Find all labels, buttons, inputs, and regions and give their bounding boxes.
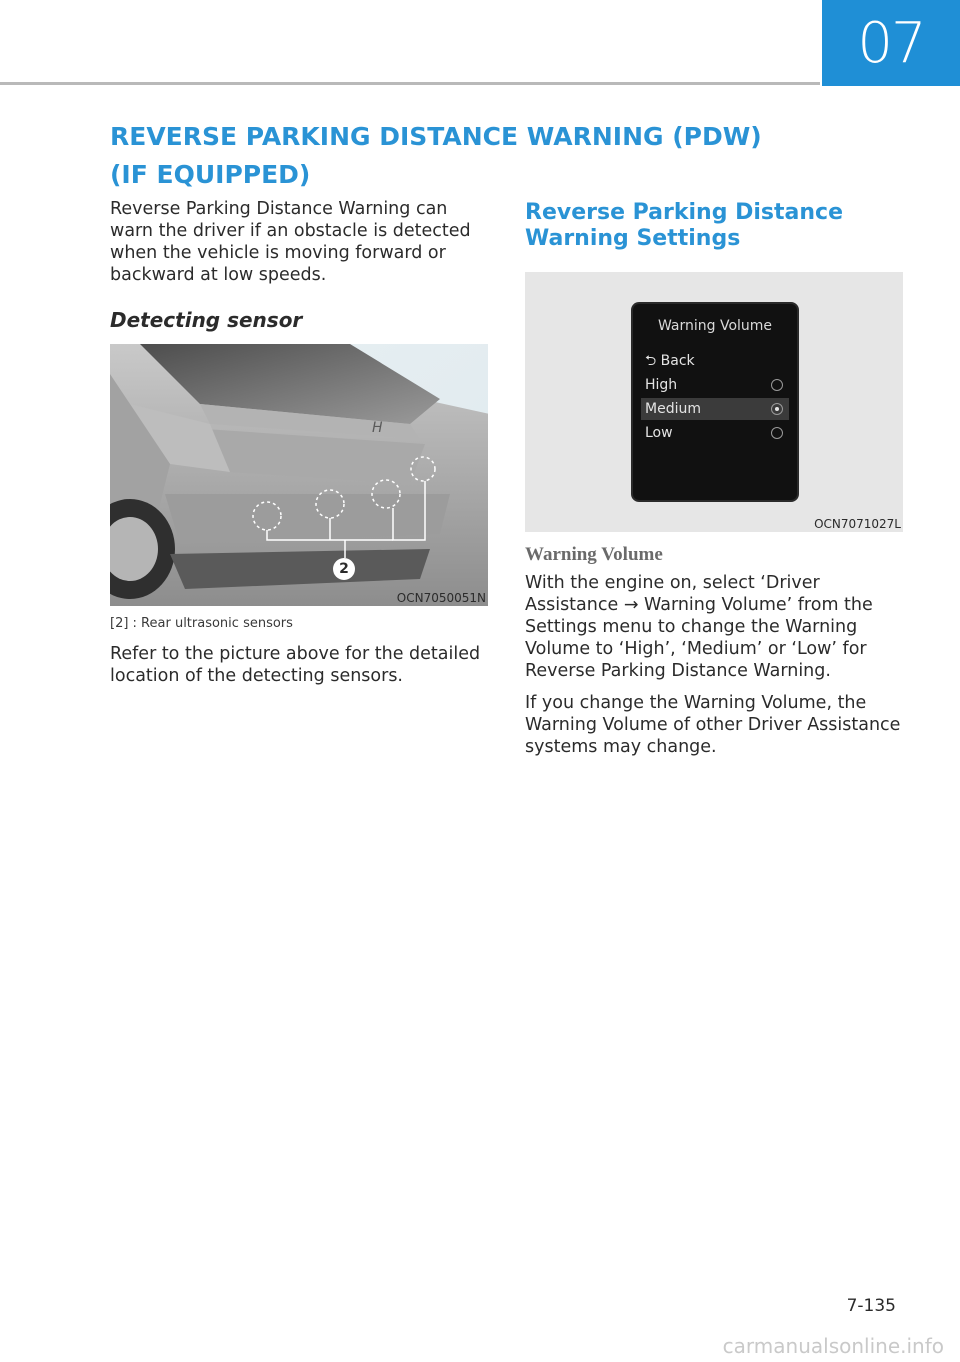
option-label: Low <box>645 425 673 441</box>
radio-off-icon <box>771 379 783 391</box>
sensor-callout-badge: 2 <box>333 558 355 580</box>
option-medium <box>641 398 789 420</box>
option-high <box>641 374 789 396</box>
cluster-screen <box>631 302 799 502</box>
back-label: Back <box>660 353 695 369</box>
settings-heading: Reverse Parking Distance Warning Settings <box>525 200 844 251</box>
detecting-sensor-heading: Detecting sensor <box>110 308 303 332</box>
option-low <box>641 422 789 444</box>
volume-paragraph-2: If you change the Warning Volume, the Warning Volume of other Driver Assistance systems may change. <box>525 693 901 757</box>
section-title-line1: REVERSE PARKING DISTANCE WARNING (PDW) <box>110 122 762 151</box>
screen-title: Warning Volume <box>657 318 773 334</box>
figure-code: OCN7071027L <box>814 517 901 531</box>
chapter-tab: 07 <box>822 0 960 86</box>
car-rear-illustration <box>110 344 488 606</box>
figure-caption: [2] : Rear ultrasonic sensors <box>110 616 293 631</box>
back-row <box>641 350 789 372</box>
option-label: Medium <box>645 401 701 417</box>
volume-paragraph-1: With the engine on, select ‘Driver Assistance → Warning Volume’ from the Settings menu to change the Warning Volume to ‘High’, ‘Medium’ or ‘Low’ for Reverse Parking Distance Warning. <box>525 573 873 681</box>
warning-volume-figure <box>525 272 903 532</box>
left-column <box>110 198 488 687</box>
radio-on-icon <box>771 403 783 415</box>
intro-paragraph: Reverse Parking Distance Warning can warn the driver if an obstacle is detected when the vehicle is moving forward or backward at low speeds. <box>110 199 471 285</box>
section-title <box>110 118 810 194</box>
rear-sensor-figure <box>110 344 488 606</box>
radio-off-icon <box>771 427 783 439</box>
refer-paragraph: Refer to the picture above for the detailed location of the detecting sensors. <box>110 644 481 686</box>
section-title-line2: (IF EQUIPPED) <box>110 160 311 189</box>
right-column <box>525 198 903 758</box>
warning-volume-heading: Warning Volume <box>525 544 663 565</box>
top-rule <box>0 82 820 85</box>
page-number: 7-135 <box>846 1296 896 1316</box>
back-arrow-icon: ⮌ <box>645 353 661 369</box>
svg-text:H: H <box>372 420 383 436</box>
watermark: carmanualsonline.info <box>722 1334 944 1358</box>
option-label: High <box>645 377 678 393</box>
figure-code: OCN7050051N <box>396 591 486 605</box>
